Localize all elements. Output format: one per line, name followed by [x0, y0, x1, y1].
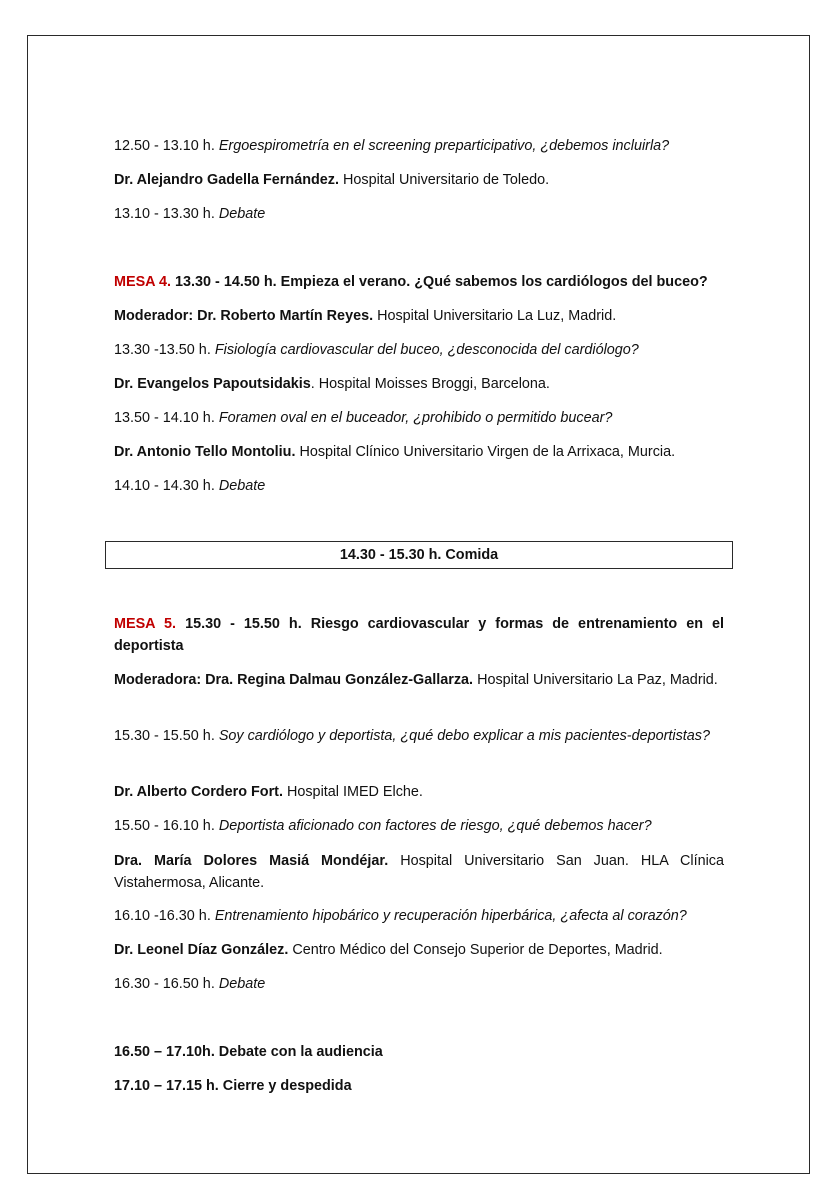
session-time-line: 12.50 - 13.10 h. Ergoespirometría en el screening preparticipativo, ¿debemos incluirla?	[114, 138, 670, 154]
session-time-line: 16.30 - 16.50 h. Debate	[114, 976, 266, 992]
session-time-line: 13.30 -13.50 h. Fisiología cardiovascular del buceo, ¿desconocida del cardiólogo?	[114, 342, 639, 358]
mesa-4-heading: MESA 4. 13.30 - 14.50 h. Empieza el verano. ¿Qué sabemos los cardiólogos del buceo?	[114, 274, 708, 290]
closing-debate-line: 16.50 – 17.10h. Debate con la audiencia	[114, 1044, 383, 1060]
speaker-line: Dra. María Dolores Masiá Mondéjar. Hospital Universitario San Juan. HLA Clínica Vistahermosa, Alicante.	[114, 853, 725, 891]
moderator-line: Moderador: Dr. Roberto Martín Reyes. Hospital Universitario La Luz, Madrid.	[114, 308, 617, 324]
lunch-break-box: 14.30 - 15.30 h. Comida	[105, 541, 733, 569]
mesa-5-heading: MESA 5. 15.30 - 15.50 h. Riesgo cardiovascular y formas de entrenamiento en el deportista	[114, 616, 725, 654]
speaker-line: Dr. Alberto Cordero Fort. Hospital IMED Elche.	[114, 784, 423, 800]
speaker-line: Dr. Antonio Tello Montoliu. Hospital Clínico Universitario Virgen de la Arrixaca, Murcia.	[114, 444, 676, 460]
session-time-line: 14.10 - 14.30 h. Debate	[114, 478, 266, 494]
session-time-line: 15.30 - 15.50 h. Soy cardiólogo y deportista, ¿qué debo explicar a mis pacientes-deportistas?	[114, 728, 710, 744]
session-time-line: 16.10 -16.30 h. Entrenamiento hipobárico y recuperación hiperbárica, ¿afecta al corazón?	[114, 908, 687, 924]
session-time-line: 13.10 - 13.30 h. Debate	[114, 206, 266, 222]
speaker-line: Dr. Alejandro Gadella Fernández. Hospital Universitario de Toledo.	[114, 172, 550, 188]
moderator-line: Moderadora: Dra. Regina Dalmau González-Gallarza. Hospital Universitario La Paz, Madrid.	[114, 672, 718, 688]
closing-farewell-line: 17.10 – 17.15 h. Cierre y despedida	[114, 1078, 352, 1094]
session-time-line: 15.50 - 16.10 h. Deportista aficionado con factores de riesgo, ¿qué debemos hacer?	[114, 818, 652, 834]
session-time-line: 13.50 - 14.10 h. Foramen oval en el buceador, ¿prohibido o permitido bucear?	[114, 410, 613, 426]
speaker-line: Dr. Leonel Díaz González. Centro Médico del Consejo Superior de Deportes, Madrid.	[114, 942, 663, 958]
speaker-line: Dr. Evangelos Papoutsidakis. Hospital Moisses Broggi, Barcelona.	[114, 376, 550, 392]
